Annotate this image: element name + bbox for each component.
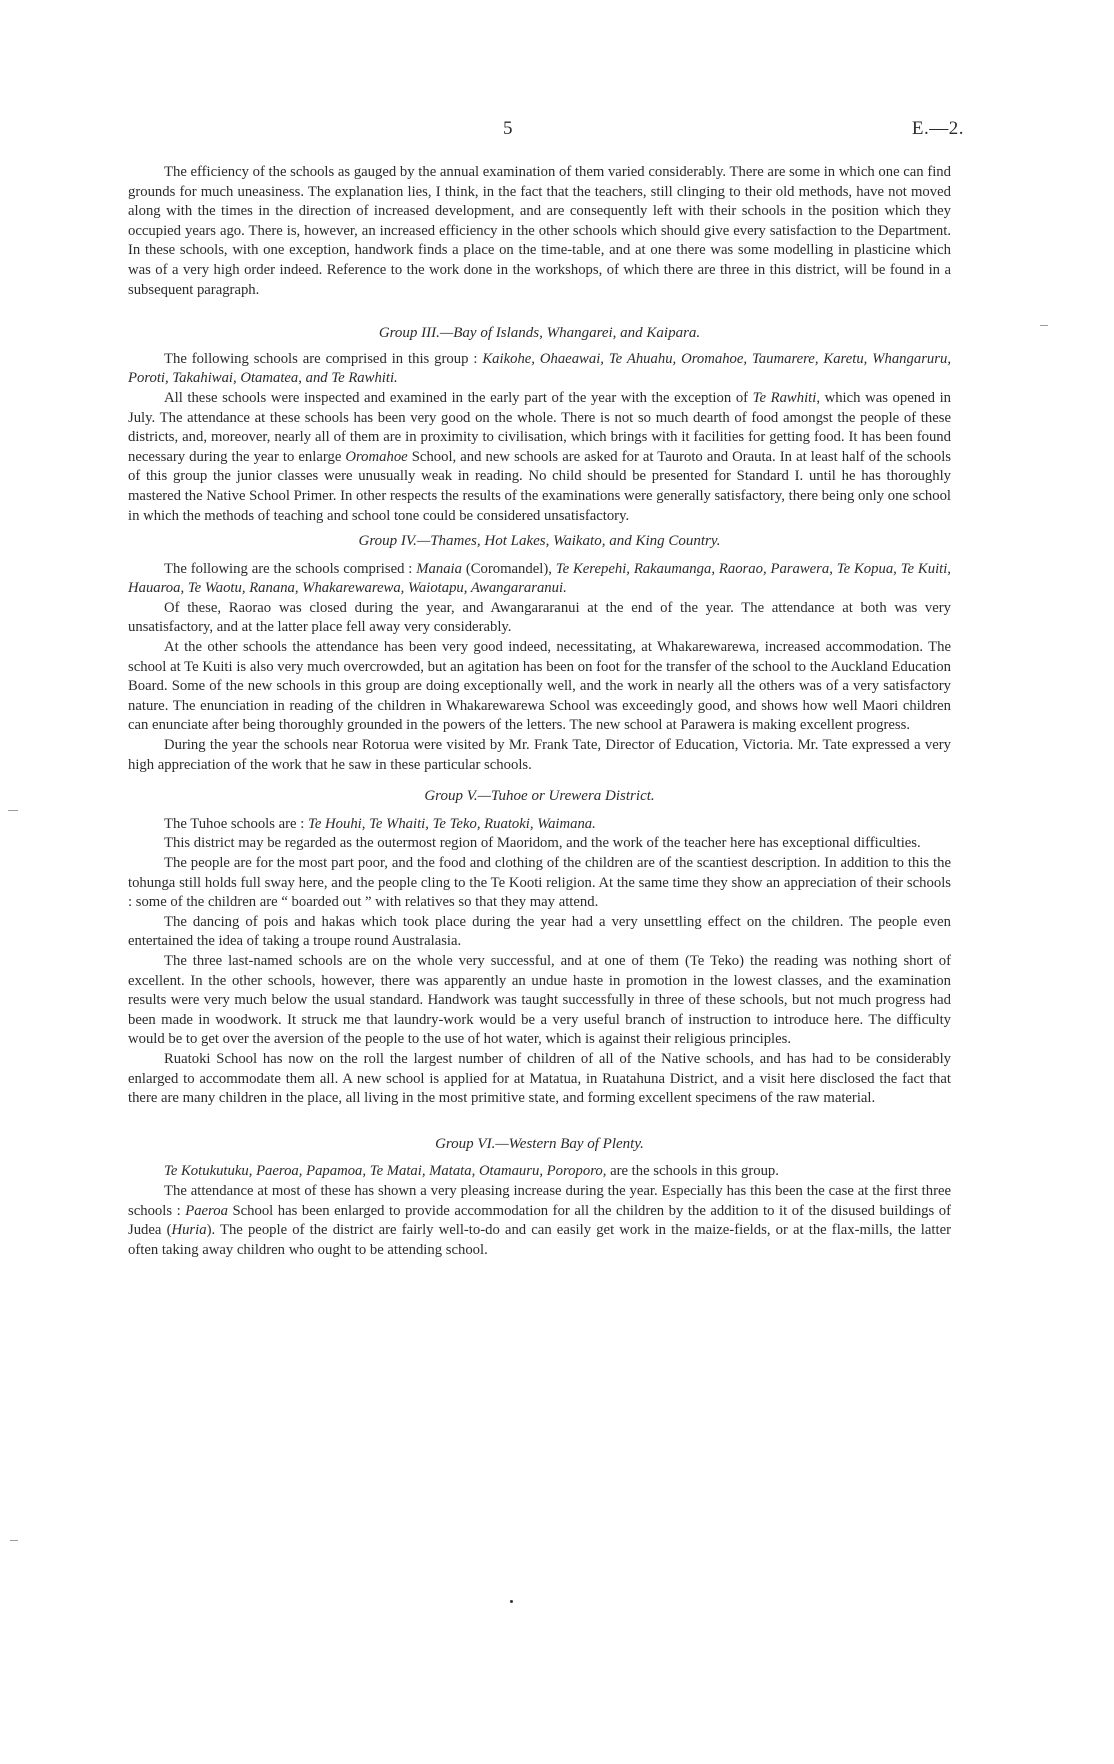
group-vi-schools-paragraph	[128, 1162, 951, 1182]
group-vi-attendance-paragraph	[128, 1182, 951, 1260]
coromandel-note: (Coromandel),	[461, 560, 556, 577]
group-v-ruatoki-paragraph: Ruatoki School has now on the roll the largest number of children of all of the Native schools, and has had to be considerably enlarged to accommodate them all. A new school is applied for at Matatua, in Ruatahuna District, and a visit here disclosed the fact that there are many children in the place, all living in the most primitive state, and forming excellent specimens of the raw material.	[128, 1050, 951, 1107]
group-iii-report-text-b: , which was opened in July. The attendance at these schools has been very good on the whole. There is not so much dearth of food amongst the people of these districts, and, moreover, nearly all of them are in proximity to civilisation, which brings with it facilities for getting food. It has been found necessary during the year to enlarge	[128, 389, 952, 465]
group-v-results-paragraph: The three last-named schools are on the whole very successful, and at one of them (Te Teko) the reading was nothing short of excellent. In the other schools, however, there was apparently an undue haste in promotion in the lowest classes, and the examination results were very much below the usual standard. Handwork was taught successfully in three of these schools, but not much progress had been made in woodwork. It struck me that laundry-work would be a very useful branch of instruction to introduce here. The difficulty would be to get over the aversion of the people to the use of hot water, which is against their religious principles.	[128, 952, 951, 1048]
page-dot-mark	[510, 1600, 513, 1603]
scan-artifact-mark	[10, 1540, 18, 1541]
page-header	[0, 118, 1114, 146]
scan-artifact-mark	[8, 810, 18, 811]
group-v-heading: Group V.—Tuhoe or Urewera District.	[424, 788, 655, 805]
group-vi-heading: Group VI.—Western Bay of Plenty.	[435, 1135, 644, 1152]
group-iv-heading: Group IV.—Thames, Hot Lakes, Waikato, and King Country.	[358, 533, 721, 550]
group-iv-visit-paragraph: During the year the schools near Rotorua were visited by Mr. Frank Tate, Director of Education, Victoria. Mr. Tate expressed a very high appreciation of the work that he saw in these particular schools.	[128, 737, 951, 773]
group-v-dancing-paragraph: The dancing of pois and hakas which took place during the year had a very unsettling effect on the children. The people even entertained the idea of taking a troupe round Australasia.	[128, 913, 951, 950]
group-iv-schools-paragraph	[128, 560, 951, 599]
place-name-huria: Huria	[171, 1222, 207, 1239]
group-iv-closures-paragraph: Of these, Raorao was closed during the year, and Awangararanui at the end of the year. The attendance at both was very unsatisfactory, and at the latter place fell away very considerably.	[128, 599, 951, 636]
school-name-paeroa: Paeroa	[185, 1202, 228, 1219]
group-vi-attendance-text-b: School has been enlarged to provide accommodation for all the children by the addition to it of the disused buildings of Judea (	[128, 1202, 951, 1239]
school-name-manaia: Manaia	[416, 560, 462, 577]
group-v-district-paragraph: This district may be regarded as the outermost region of Maoridom, and the work of the teacher here has exceptional difficulties.	[164, 835, 921, 852]
group-v-schools-paragraph	[128, 815, 951, 835]
scan-artifact-mark	[1040, 325, 1048, 326]
school-name-te-rawhiti: Te Rawhiti	[752, 389, 817, 406]
group-v-schools-list: Te Houhi, Te Whaiti, Te Teko, Ruatoki, Waimana.	[308, 815, 596, 832]
group-iv-schools-list: Te Kerepehi, Rakaumanga, Raorao, Parawera, Te Kopua, Te Kuiti, Hauaroa, Te Waotu, Ranana, Whakarewarewa, Waiotapu, Awangararanui.	[128, 560, 951, 597]
group-vi-schools-tail: are the schools in this group.	[606, 1163, 779, 1180]
page-number: 5	[503, 118, 513, 139]
school-name-oromahoe: Oromahoe	[345, 448, 408, 465]
group-v-people-paragraph: The people are for the most part poor, and the food and clothing of the children are of the scantiest description. In addition to this the tohunga still holds full sway here, and the people cling to the Te Kooti religion. At the same time they show an appreciation of their schools : some of the children are “ boarded out ” with relatives so that they may attend.	[128, 855, 951, 911]
group-v-schools-lead: The Tuhoe schools are :	[164, 815, 309, 832]
group-iv-attendance-paragraph: At the other schools the attendance has been very good indeed, necessitating, at Whakarewarewa, increased accommodation. The school at Te Kuiti is also very much overcrowded, but an agitation has been on foot for the transfer of the school to the Auckland Education Board. Some of the new schools in this group are doing exceptionally well, and the work in nearly all the others was of a very satisfactory nature. The enunciation in reading of the children in Whakarewarewa School was exceedingly good, and shows how well Maori children can enunciate after being thoroughly grounded in the powers of the letters. The new school at Parawera is making excellent progress.	[128, 639, 951, 734]
group-vi-attendance-text-c: ). The people of the district are fairly well-to-do and can easily get work in the maize-fields, or at the flax-mills, the latter often taking away children who ought to be attending school.	[128, 1222, 951, 1258]
body-text	[128, 163, 951, 1260]
group-iv-schools-lead: The following are the schools comprised :	[164, 560, 417, 577]
group-iii-schools-paragraph	[128, 350, 951, 389]
group-iii-report-text-c: School, and new schools are asked for at Tauroto and Orauta. In at least half of the schools of this group the junior classes were unusually weak in reading. No child should be presented for Standard I. until he has thoroughly mastered the Native School Primer. In other respects the results of the examinations were generally satisfactory, there being only one school in which the methods of teaching and school tone could be considered unsatisfactory.	[128, 448, 951, 524]
group-iii-heading: Group III.—Bay of Islands, Whangarei, and Kaipara.	[378, 325, 701, 342]
group-iii-schools-lead: The following schools are comprised in this group :	[164, 350, 483, 367]
group-vi-schools-list: Te Kotukutuku, Paeroa, Papamoa, Te Matai, Matata, Otamauru, Poroporo,	[164, 1163, 607, 1180]
group-iii-schools-list: Kaikohe, Ohaeawai, Te Ahuahu, Oromahoe, Taumarere, Karetu, Whangaruru, Poroti, Takahiwai, Otamatea, and Te Rawhiti.	[128, 350, 951, 387]
intro-paragraph: The efficiency of the schools as gauged by the annual examination of them varied considerably. There are some in which one can find grounds for much uneasiness. The explanation lies, I think, in the fact that the teachers, still clinging to their old methods, have not moved along with the times in the direction of increased development, and are consequently left with their schools in the position which they occupied years ago. There is, however, an increased efficiency in the other schools which should give every satisfaction to the Department. In these schools, with one exception, handwork finds a place on the time-table, and at one there was some modelling in plasticine which was of a very high order indeed. Reference to the work done in the workshops, of which there are three in this district, will be found in a subsequent paragraph.	[128, 164, 951, 298]
group-iii-report-text-a: All these schools were inspected and examined in the early part of the year with the exception of	[164, 389, 753, 406]
group-vi-attendance-text-a: The attendance at most of these has shown a very pleasing increase during the year. Especially has this been the case at the first three schools :	[128, 1182, 951, 1219]
document-reference: E.—2.	[911, 118, 964, 139]
group-iii-report-paragraph	[128, 389, 951, 526]
